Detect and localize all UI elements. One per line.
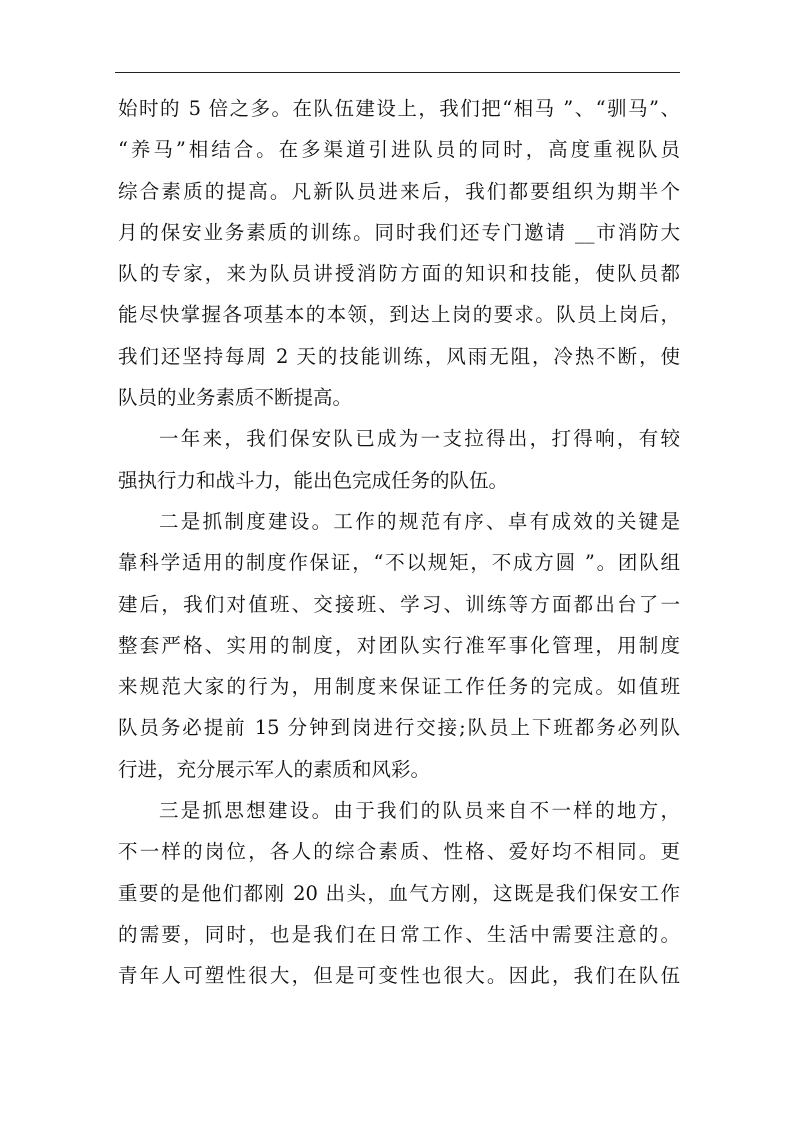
text-line: 综合素质的提高。凡新队员进来后，我们都要组织为期半个 [118,179,680,203]
text-line: 建后，我们对值班、交接班、学习、训练等方面都出台了一 [118,592,680,616]
paragraph-first-line: 一年来，我们保安队已成为一支拉得出，打得响，有较 [159,427,680,451]
text-line: 队的专家，来为队员讲授消防方面的知识和技能，使队员都 [118,262,680,286]
body-text [118,88,680,997]
text-line: 月的保安业务素质的训练。同时我们还专门邀请 __市消防大 [118,220,680,244]
text-line: 强执行力和战斗力，能出色完成任务的队伍。 [118,468,509,492]
paragraph-first-line: 二是抓制度建设。工作的规范有序、卓有成效的关键是 [159,509,680,533]
header-rule [115,72,680,73]
text-line: 能尽快掌握各项基本的本领，到达上岗的要求。队员上岗后， [118,303,680,327]
text-line: 不一样的岗位，各人的综合素质、性格、爱好均不相同。更 [118,840,680,864]
text-line: 队员务必提前 15 分钟到岗进行交接;队员上下班都务必列队 [118,716,680,740]
text-line: 的需要，同时，也是我们在日常工作、生活中需要注意的。 [118,922,680,946]
text-line: 队员的业务素质不断提高。 [118,386,353,410]
text-line: 始时的 5 倍之多。在队伍建设上，我们把“相马 ”、“驯马”、 [118,97,680,120]
text-line: 我们还坚持每周 2 天的技能训练，风雨无阻，冷热不断，使 [118,344,680,368]
text-line: “养马”相结合。在多渠道引进队员的同时，高度重视队员 [118,138,680,162]
text-line: 青年人可塑性很大，但是可变性也很大。因此，我们在队伍 [118,964,680,988]
paragraph-first-line: 三是抓思想建设。由于我们的队员来自不一样的地方， [159,799,680,823]
text-line: 行进，充分展示军人的素质和风彩。 [118,757,431,781]
text-line: 来规范大家的行为，用制度来保证工作任务的完成。如值班 [118,675,680,699]
text-line: 靠科学适用的制度作保证，“不以规矩，不成方圆 ”。团队组 [118,551,680,575]
text-line: 重要的是他们都刚 20 出头，血气方刚，这既是我们保安工作 [118,881,680,905]
text-line: 整套严格、实用的制度，对团队实行准军事化管理，用制度 [118,633,680,657]
